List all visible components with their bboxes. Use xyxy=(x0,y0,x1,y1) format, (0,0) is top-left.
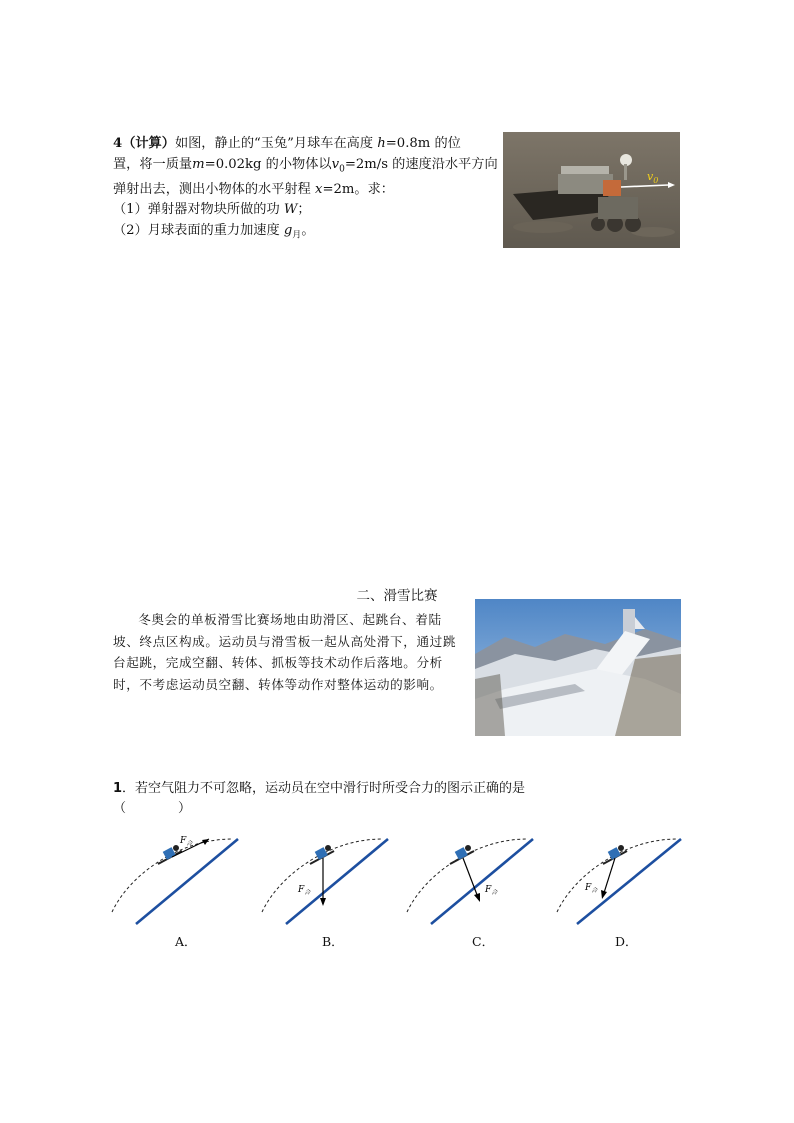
force-label xyxy=(297,885,311,896)
question-4-line-3 xyxy=(113,180,498,201)
text-run: 弹射出去，测出小物体的水平射程 xyxy=(113,181,316,197)
option-c-label[interactable]: C． xyxy=(472,934,495,949)
question-number: 4 xyxy=(113,136,123,151)
force-label-sub: 合 xyxy=(591,887,598,894)
skier-icon xyxy=(603,845,627,864)
option-b-label[interactable]: B． xyxy=(322,934,344,949)
force-label-f: F xyxy=(585,883,592,893)
option-d-figure xyxy=(555,834,685,934)
question-1 xyxy=(113,779,673,819)
var-v: v xyxy=(331,156,340,172)
question-1-stem-text: ．若空气阻力不可忽略，运动员在空中滑行时所受合力的图示正确的是 xyxy=(122,781,526,796)
option-a-figure xyxy=(110,834,240,934)
force-label xyxy=(179,836,193,847)
force-label-sub: 合 xyxy=(491,889,498,896)
var-h: h xyxy=(377,136,386,151)
force-label-sub: 合 xyxy=(186,840,193,847)
force-label-f: F xyxy=(485,885,492,895)
subscript-moon: 月 xyxy=(292,230,302,241)
skier-icon xyxy=(310,845,334,864)
ski-venue-photo xyxy=(475,599,681,736)
option-c-figure xyxy=(405,834,535,934)
force-label-f: F xyxy=(180,836,187,846)
text-run: （1）弹射器对物块所做的功 xyxy=(113,202,284,218)
force-label-f: F xyxy=(298,885,305,895)
question-4-line-1 xyxy=(113,134,498,155)
var-x: x xyxy=(315,181,323,197)
skier-icon xyxy=(450,845,474,864)
text-run: =2m/s 的速度沿水平方向 xyxy=(344,156,498,172)
rover-photo xyxy=(503,132,680,248)
v0-label-sub: 0 xyxy=(653,176,659,185)
force-label xyxy=(484,885,498,896)
answer-blank: （ ） xyxy=(113,801,192,816)
question-4-line-2 xyxy=(113,155,498,180)
text-run: =0.02kg 的小物体以 xyxy=(204,156,332,172)
var-g: g xyxy=(283,222,293,238)
text-run: 置，将一质量 xyxy=(113,156,193,172)
text-run: ； xyxy=(297,202,311,218)
question-tag: （计算） xyxy=(122,136,175,151)
section-title: 二、滑雪比赛 xyxy=(356,588,438,604)
text-run: 。 xyxy=(301,222,315,238)
option-d-label[interactable]: D． xyxy=(615,934,638,949)
text-run: =2m。求： xyxy=(322,181,394,197)
var-m: m xyxy=(192,156,205,172)
var-W: W xyxy=(283,202,298,218)
question-4 xyxy=(113,134,498,246)
v0-label-v: v xyxy=(647,170,654,183)
question-1-stem xyxy=(113,779,673,799)
sub-question-2 xyxy=(113,221,498,246)
force-label-sub: 合 xyxy=(304,889,311,896)
text-run: =0.8m 的位 xyxy=(385,136,461,151)
option-b-figure xyxy=(260,834,390,934)
force-label xyxy=(584,883,598,894)
question-number: 1 xyxy=(113,781,123,796)
option-a-label[interactable]: A． xyxy=(175,934,197,949)
text-run: 如图，静止的“玉兔”月球车在高度 xyxy=(174,136,378,151)
subscript-0: 0 xyxy=(339,164,345,175)
text-run: （2）月球表面的重力加速度 xyxy=(113,222,284,238)
sub-question-1 xyxy=(113,200,498,221)
section-intro: 冬奥会的单板滑雪比赛场地由助滑区、起跳台、着陆坡、终点区构成。运动员与滑雪板一起从高处滑下，通过跳台起跳，完成空翻、转体、抓板等技术动作后落地。分析时，不考虑运动员空翻、转体等动作对整体运动的影响。 xyxy=(113,612,457,692)
